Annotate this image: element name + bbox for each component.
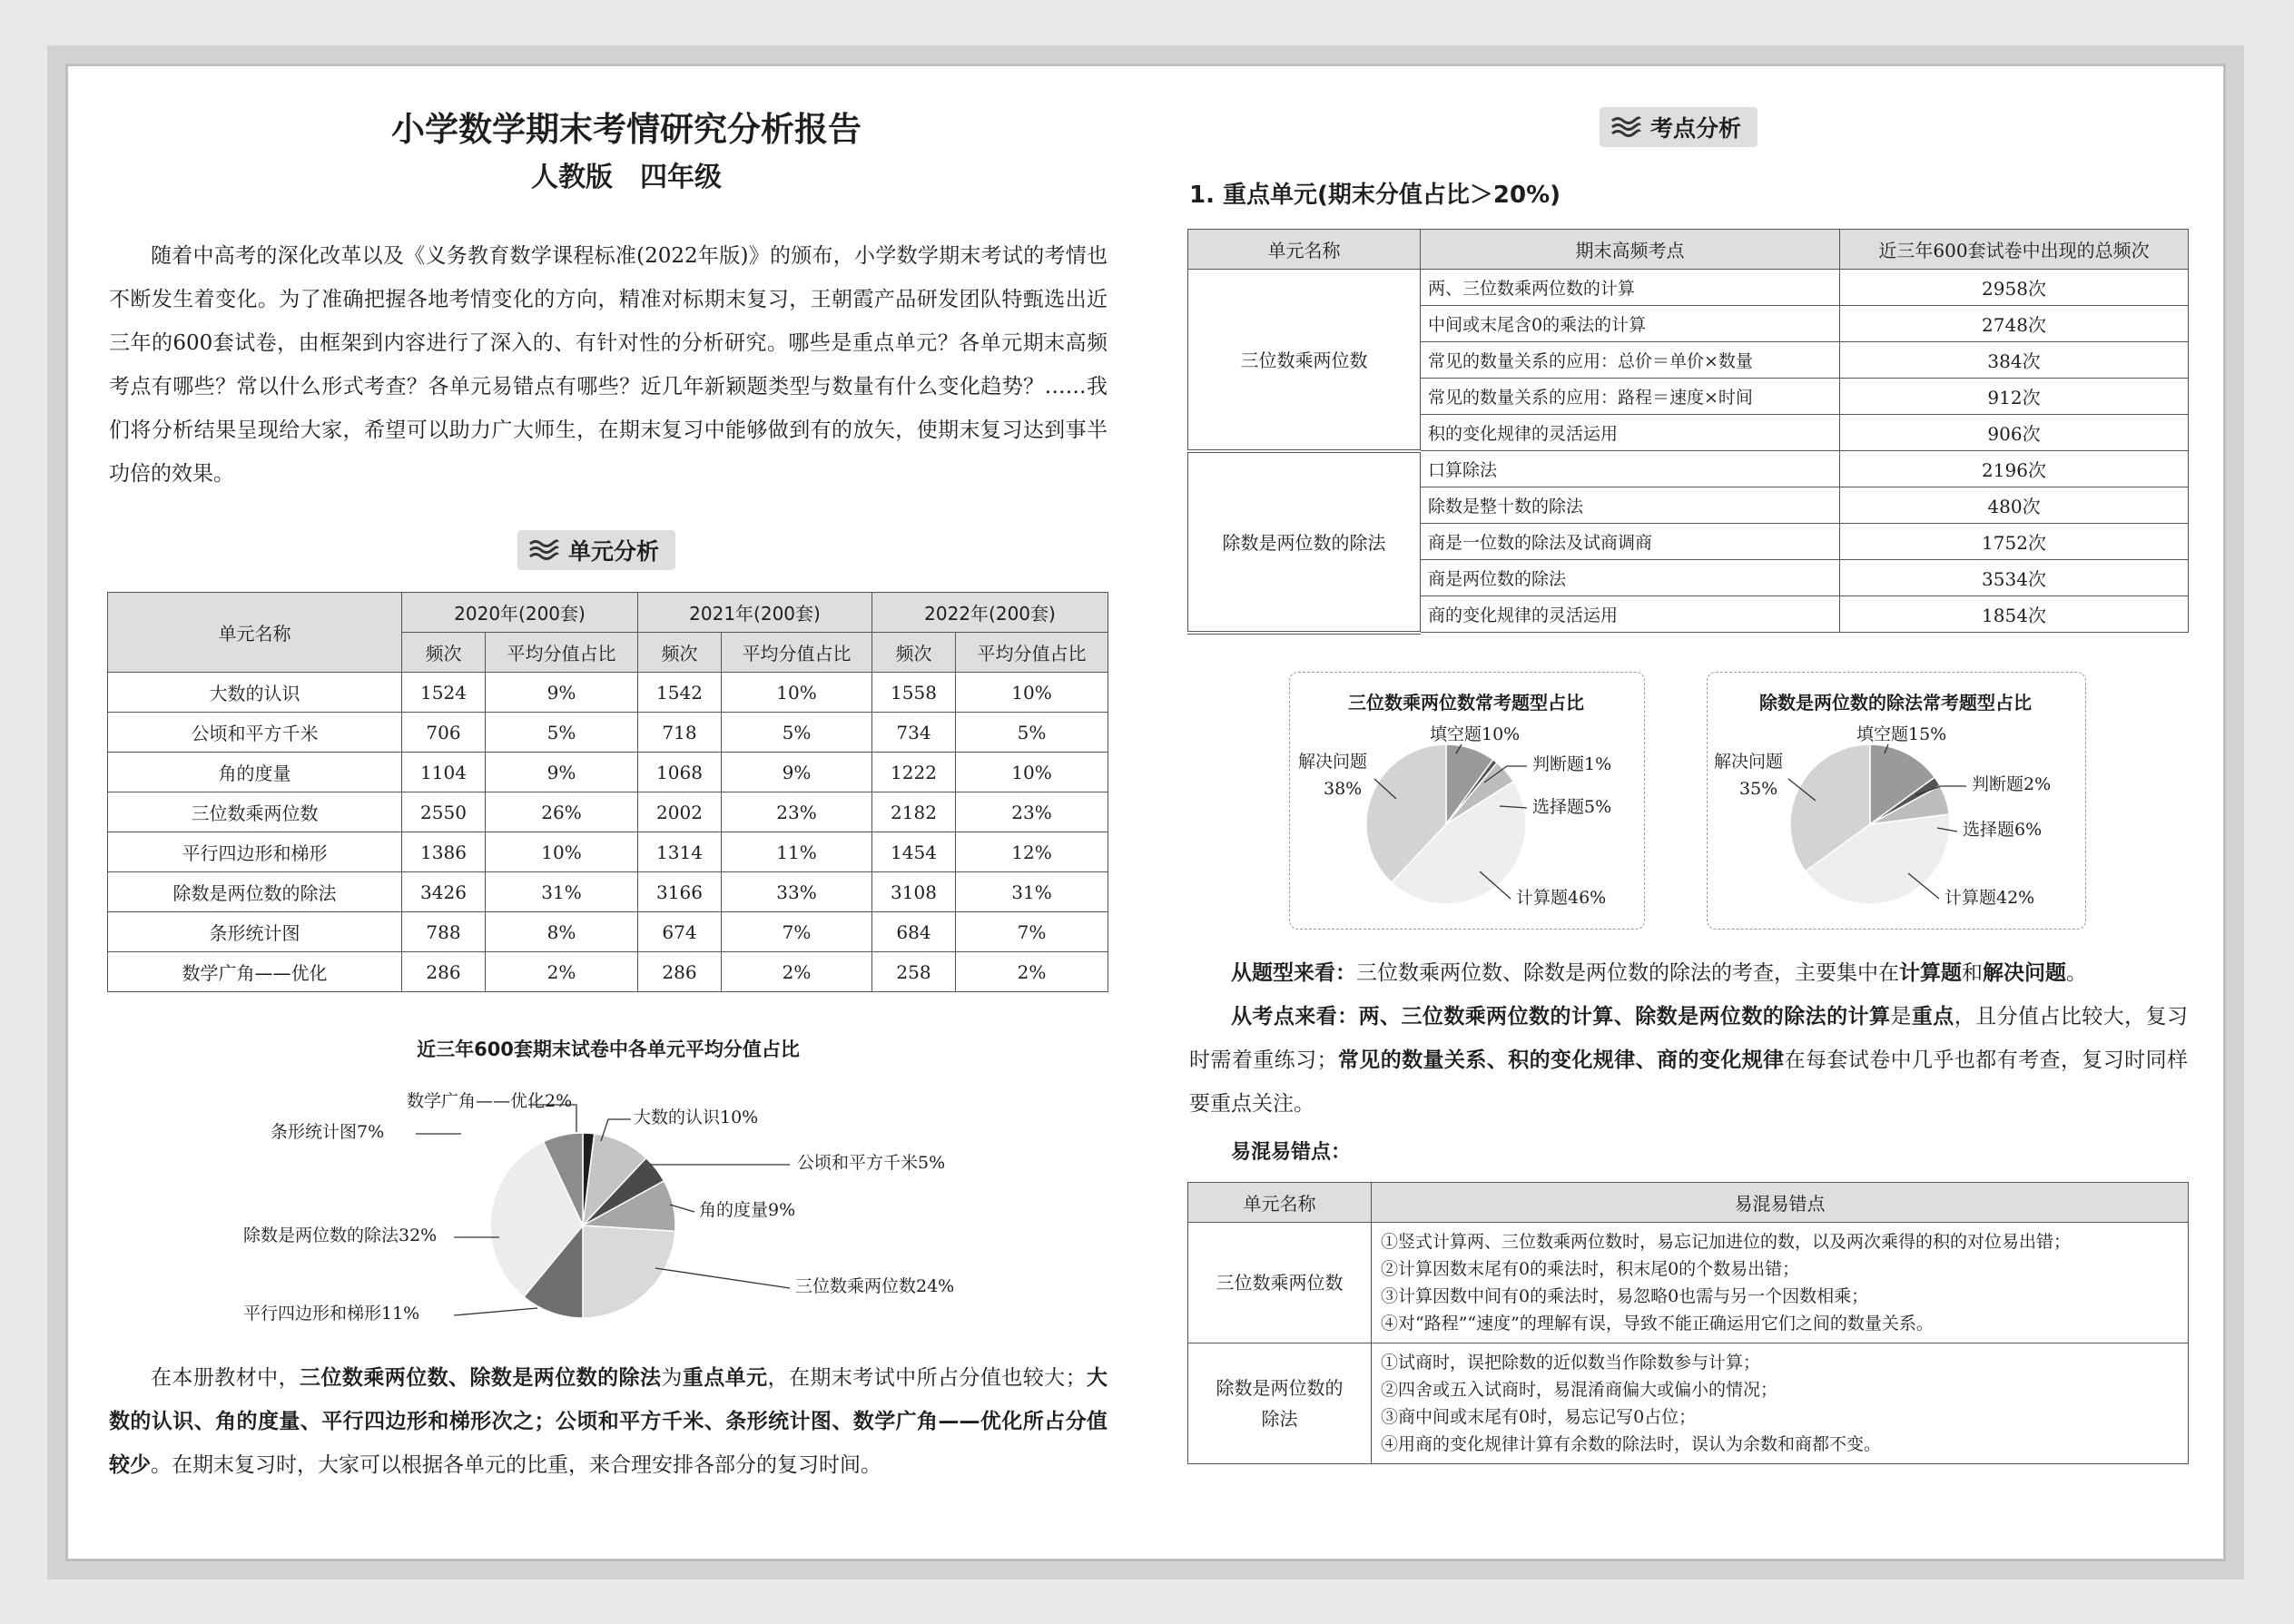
unit-value-cell: 1104 [402,753,486,792]
key-freq-cell: 912次 [1840,379,2189,415]
unit-value-cell: 2% [486,952,638,992]
mistake-header-unit: 单元名称 [1188,1183,1372,1223]
key-point-cell: 两、三位数乘两位数的计算 [1421,270,1840,306]
point-analysis-text: ，且分值占比较大，复习时需着重练习； [1189,1005,2189,1072]
key-freq-cell: 3534次 [1840,560,2189,596]
key-freq-cell: 2748次 [1840,306,2189,342]
key-unit-cell: 三位数乘两位数 [1188,270,1421,451]
table-row [108,792,1108,832]
key-point-cell: 常见的数量关系的应用：总价＝单价×数量 [1421,342,1840,379]
pie-label: 平行四边形和梯形11% [243,1304,420,1324]
unit-value-cell: 258 [872,952,956,992]
mistake-item: ③商中间或末尾有0时，易忘记写0占位； [1381,1407,1697,1427]
unit-value-cell: 12% [956,832,1108,872]
key-unit-heading: 1. 重点单元(期末分值占比＞20%) [1189,182,1561,209]
unit-name-cell: 角的度量 [108,753,402,792]
unit-value-cell: 5% [722,713,872,753]
pie-title-multiplication: 三位数乘两位数常考题型占比 [1348,692,1584,714]
mistake-item: ④对“路程”“速度”的理解有误，导致不能正确运用它们之间的数量关系。 [1381,1314,1934,1334]
freq-header: 频次 [638,633,722,673]
unit-value-cell: 3166 [638,872,722,912]
key-unit-cell: 除数是两位数的除法 [1188,451,1421,633]
unit-value-cell: 33% [722,872,872,912]
unit-value-cell: 5% [956,713,1108,753]
report-title: 小学数学期末考情研究分析报告 [391,110,861,149]
type-analysis-label: 从题型来看： [1231,961,1356,985]
unit-name-cell: 条形统计图 [108,912,402,952]
summary-text: 为 [661,1366,683,1390]
summary-bold: 三位数乘两位数、除数是两位数的除法 [300,1366,662,1390]
unit-name-cell: 平行四边形和梯形 [108,832,402,872]
unit-analysis-badge [517,530,675,570]
type-analysis-bold: 解决问题 [1983,961,2066,985]
unit-name-header: 单元名称 [108,593,402,673]
unit-value-cell: 9% [722,753,872,792]
unit-value-cell: 1222 [872,753,956,792]
mistake-unit-cell: 除数是两位数的除法 [1188,1343,1372,1464]
unit-value-cell: 9% [486,673,638,713]
pie-label: 角的度量9% [699,1200,796,1220]
mistake-header-point: 易混易错点 [1372,1183,2189,1223]
unit-value-cell: 31% [956,872,1108,912]
table-row [108,832,1108,872]
table-row [1188,1343,2189,1464]
waves-icon [528,536,559,564]
pie-label: 解决问题 [1298,752,1368,772]
unit-value-cell: 1314 [638,832,722,872]
unit-value-cell: 7% [956,912,1108,952]
key-freq-cell: 2958次 [1840,270,2189,306]
avg-header: 平均分值占比 [722,633,872,673]
pie-label: 计算题46% [1516,888,1607,908]
avg-header: 平均分值占比 [956,633,1108,673]
unit-value-cell: 3108 [872,872,956,912]
year-header-2022: 2022年(200套) [872,593,1108,633]
unit-value-cell: 2% [722,952,872,992]
pie-label: 解决问题 [1714,752,1784,772]
mistake-item: ②计算因数末尾有0的乘法时，积末尾0的个数易出错； [1381,1259,1800,1279]
mistake-unit-cell: 三位数乘两位数 [1188,1223,1372,1343]
mistakes-label: 易混易错点： [1231,1141,1352,1164]
unit-value-cell: 286 [402,952,486,992]
unit-value-cell: 23% [956,792,1108,832]
key-freq-cell: 384次 [1840,342,2189,379]
mistake-item: ②四舍或五入试商时，易混淆商偏大或偏小的情况； [1381,1380,1778,1400]
mistake-item: ④用商的变化规律计算有余数的除法时，误认为余数和商都不变。 [1381,1434,1882,1454]
pie-label: 数学广角——优化2% [407,1091,573,1111]
key-freq-cell: 1854次 [1840,596,2189,633]
point-analysis-text: 是 [1890,1005,1912,1029]
key-point-cell: 除数是整十数的除法 [1421,487,1840,524]
unit-value-cell: 3426 [402,872,486,912]
pie-label: 38% [1324,779,1363,799]
key-point-table [1187,229,2189,635]
unit-value-cell: 5% [486,713,638,753]
unit-value-cell: 10% [956,673,1108,713]
unit-name-cell: 大数的认识 [108,673,402,713]
leader-line [454,1308,537,1315]
pie-label: 35% [1739,779,1778,799]
unit-value-cell: 1454 [872,832,956,872]
pie-label: 判断题2% [1972,774,2052,794]
table-row [1188,1223,2189,1343]
point-analysis-paragraph [1189,995,2188,1126]
summary-bold: 重点单元 [682,1366,768,1390]
unit-value-cell: 10% [956,753,1108,792]
pie-label: 选择题6% [1963,820,2043,840]
table-row [108,673,1108,713]
table-row [108,952,1108,992]
pie-label: 填空题10% [1430,724,1521,744]
key-point-cell: 积的变化规律的灵活运用 [1421,415,1840,451]
pie-chart-multiplication [1289,717,1643,926]
unit-analysis-label: 单元分析 [568,538,660,565]
mistake-items-cell [1372,1223,2189,1343]
type-analysis-paragraph [1189,951,2188,995]
key-header-point: 期末高频考点 [1421,230,1840,270]
unit-value-cell: 2% [956,952,1108,992]
pie-label: 选择题5% [1532,797,1612,817]
unit-value-cell: 286 [638,952,722,992]
unit-value-cell: 788 [402,912,486,952]
unit-value-cell: 1542 [638,673,722,713]
freq-header: 频次 [402,633,486,673]
summary-text: 。在期末复习时，大家可以根据各单元的比重，来合理安排各部分的复习时间。 [151,1453,881,1477]
year-header-2020: 2020年(200套) [402,593,638,633]
unit-value-cell: 9% [486,753,638,792]
point-analysis-bold: 常见的数量关系、积的变化规律、商的变化规律 [1337,1048,1785,1072]
key-point-cell: 商的变化规律的灵活运用 [1421,596,1840,633]
unit-value-cell: 8% [486,912,638,952]
type-analysis-text: 和 [1962,961,1983,985]
unit-value-cell: 1558 [872,673,956,713]
unit-name-cell: 三位数乘两位数 [108,792,402,832]
leader-line [655,1268,790,1288]
pie-label: 大数的认识10% [634,1107,759,1127]
avg-header: 平均分值占比 [486,633,638,673]
unit-value-cell: 684 [872,912,956,952]
table-row [108,713,1108,753]
unit-value-cell: 11% [722,832,872,872]
unit-name-cell: 数学广角——优化 [108,952,402,992]
table-row [1188,270,2189,306]
mistake-items-cell [1372,1343,2189,1464]
unit-value-cell: 734 [872,713,956,753]
unit-value-cell: 718 [638,713,722,753]
exam-point-label: 考点分析 [1650,115,1742,142]
type-analysis-bold: 计算题 [1899,961,1962,985]
key-point-cell: 商是两位数的除法 [1421,560,1840,596]
unit-value-cell: 1386 [402,832,486,872]
overall-pie-chart [209,1067,1026,1339]
mistake-table [1187,1182,2189,1464]
mistake-item: ③计算因数中间有0的乘法时，易忽略0也需与另一个因数相乘； [1381,1286,1869,1306]
key-point-cell: 常见的数量关系的应用：路程＝速度×时间 [1421,379,1840,415]
unit-name-cell: 公顷和平方千米 [108,713,402,753]
unit-value-cell: 26% [486,792,638,832]
key-point-cell: 商是一位数的除法及试商调商 [1421,524,1840,560]
unit-value-cell: 706 [402,713,486,753]
table-row [108,872,1108,912]
pie-chart-division [1707,717,2084,926]
key-freq-cell: 480次 [1840,487,2189,524]
unit-value-cell: 2550 [402,792,486,832]
pie-label: 除数是两位数的除法32% [243,1225,438,1245]
point-analysis-bold: 重点 [1911,1005,1954,1029]
mistake-item: ①竖式计算两、三位数乘两位数时，易忘记加进位的数，以及两次乘得的积的对位易出错； [1381,1232,2072,1252]
key-point-cell: 口算除法 [1421,451,1840,487]
pie-label: 公顷和平方千米5% [797,1153,946,1173]
unit-value-cell: 10% [722,673,872,713]
table-row [108,753,1108,792]
pie-label: 填空题15% [1856,724,1947,744]
point-analysis-bold: 从考点来看：两、三位数乘两位数的计算、除数是两位数的除法的计算 [1231,1005,1891,1029]
key-header-freq: 近三年600套试卷中出现的总频次 [1840,230,2189,270]
unit-name-cell: 除数是两位数的除法 [108,872,402,912]
exam-point-badge [1600,107,1757,147]
unit-value-cell: 2002 [638,792,722,832]
mistake-item: ①试商时，误把除数的近似数当作除数参与计算； [1381,1353,1761,1373]
report-subtitle: 人教版 四年级 [531,162,722,193]
key-header-unit: 单元名称 [1188,230,1421,270]
waves-icon [1610,113,1641,141]
table-row [108,912,1108,952]
unit-table [107,592,1108,992]
key-freq-cell: 2196次 [1840,451,2189,487]
point-analysis-text: 在每套试卷中几乎也都有考查，复习时同样要重点关注。 [1189,1048,2189,1116]
summary-text: 在本册教材中， [151,1366,300,1390]
unit-value-cell: 674 [638,912,722,952]
unit-value-cell: 10% [486,832,638,872]
unit-value-cell: 2182 [872,792,956,832]
type-analysis-text: 。 [2066,961,2087,985]
summary-text: ，在期末考试中所占分值也较大； [767,1366,1087,1390]
key-freq-cell: 1752次 [1840,524,2189,560]
unit-value-cell: 31% [486,872,638,912]
overall-pie-title: 近三年600套期末试卷中各单元平均分值占比 [417,1038,800,1060]
pie-label: 判断题1% [1532,754,1612,774]
summary-paragraph [109,1356,1108,1487]
table-row [1188,451,2189,487]
pie-title-division: 除数是两位数的除法常考题型占比 [1759,692,2032,714]
freq-header: 频次 [872,633,956,673]
type-analysis-text: 三位数乘两位数、除数是两位数的除法的考查，主要集中在 [1356,961,1899,985]
unit-value-cell: 1524 [402,673,486,713]
unit-value-cell: 7% [722,912,872,952]
pie-slice-三位数乘两位数 [583,1225,675,1318]
key-point-cell: 中间或末尾含0的乘法的计算 [1421,306,1840,342]
key-freq-cell: 906次 [1840,415,2189,451]
pie-label: 三位数乘两位数24% [795,1276,955,1296]
summary-bold: 大数的认识、角的度量、平行四边形和梯形次之；公顷和平方千米、条形统计图、数学广角——优化所占分值较少 [109,1366,1108,1477]
intro-paragraph: 随着中高考的深化改革以及《义务教育数学课程标准(2022年版)》的颁布，小学数学期末考试的考情也不断发生着变化。为了准确把握各地考情变化的方向，精准对标期末复习，王朝霞产品研发团队特甄选出近三年的600套试卷，由框架到内容进行了深入的、有针对性的分析研究。哪些是重点单元？各单元期末高频考点有哪些？常以什么形式考查？各单元易错点有哪些？近几年新颖题类型与数量有什么变化趋势？……我们将分析结果呈现给大家，希望可以助力广大师生，在期末复习中能够做到有的放矢，使期末复习达到事半功倍的效果。 [109,244,1108,486]
pie-label: 条形统计图7% [271,1122,385,1142]
unit-value-cell: 23% [722,792,872,832]
pie-label: 计算题42% [1944,888,2035,908]
year-header-2021: 2021年(200套) [638,593,872,633]
unit-value-cell: 1068 [638,753,722,792]
